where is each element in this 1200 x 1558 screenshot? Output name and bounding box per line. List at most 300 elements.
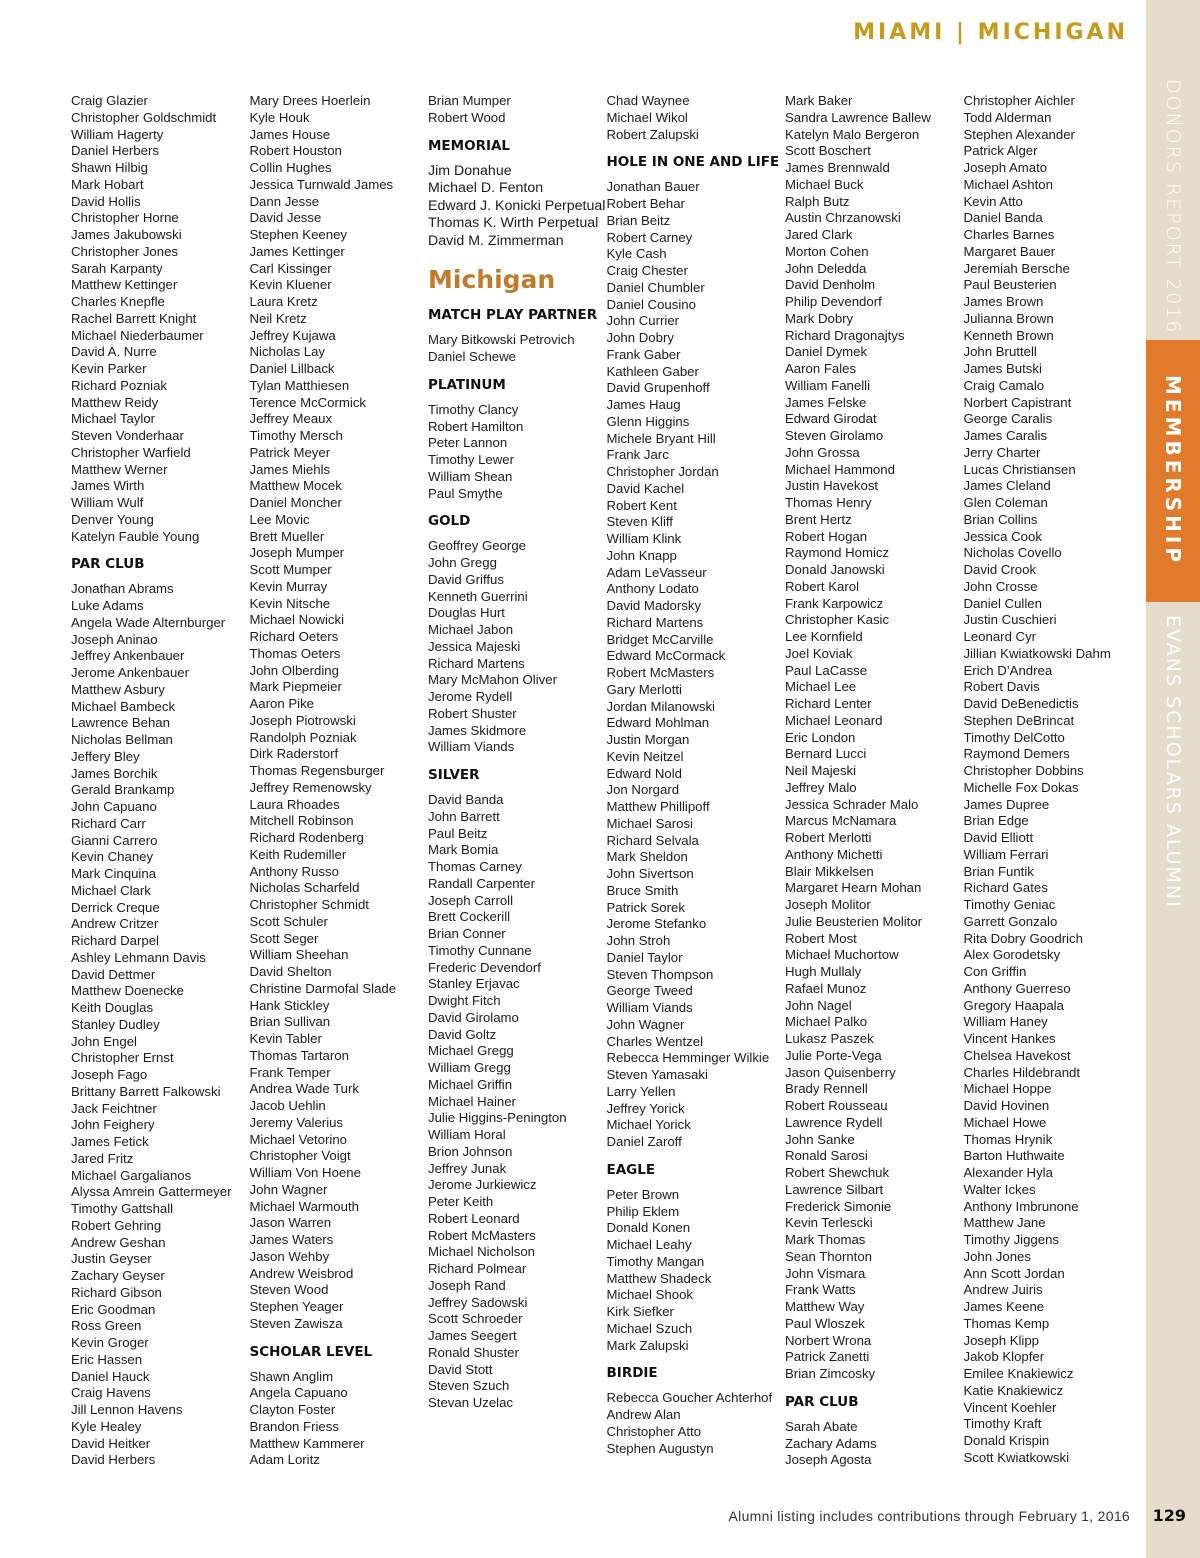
column-4 [607,93,786,1469]
donor-name: Craig Havens [71,1385,151,1401]
donor-name: Eric Hassen [71,1351,143,1367]
donor-name: Christopher Goldschmidt [71,109,217,125]
name-list [607,179,786,1151]
donor-name: Shawn Anglim [249,1368,334,1384]
donor-name: Jill Lennon Havens [71,1402,183,1417]
donor-name: Steven Girolamo [785,428,884,443]
donor-name: Jonathan Bauer [606,179,700,195]
donor-name: Mary Drees Hoerlein [249,93,371,108]
donor-name: James Keene [963,1299,1045,1314]
donor-name: Norbert Wrona [785,1332,872,1348]
donor-name: Lee Kornfield [785,629,863,644]
donor-name: Justin Havekost [785,478,879,494]
donor-name: Jonathan Abrams [71,581,174,597]
donor-name: Jeffrey Malo [785,779,857,795]
donor-name: Leonard Cyr [963,629,1037,644]
name-list [428,332,607,366]
donor-name: John Wagner [249,1181,328,1197]
donor-name: Walter Ickes [963,1181,1036,1197]
donor-name: Brian Collins [963,511,1038,527]
donor-name: Jacob Uehlin [249,1098,326,1113]
donor-name: Joseph Rand [428,1277,506,1293]
donor-name: Michael Nowicki [249,612,345,628]
donor-name: John Grossa [785,444,860,460]
donor-name: James Brown [963,294,1044,309]
donor-name: John Jones [963,1248,1031,1264]
donor-name: James Brennwald [785,160,890,175]
donor-name: Daniel Schewe [428,349,516,365]
donor-name: Jessica Majeski [428,638,521,654]
donor-name: Frank Jarc [606,447,669,463]
donor-name: Mark Cinquina [71,866,157,881]
sidebar-donors-report [1146,79,1200,335]
donor-name: James Caralis [963,428,1048,443]
donor-name: Luke Adams [71,598,144,613]
donor-name: Scott Boschert [785,143,871,159]
donor-name: Kyle Healey [71,1418,142,1434]
donor-name: Robert McMasters [606,665,715,680]
donor-name: David Girolamo [428,1009,519,1025]
donor-name: William Klink [606,531,682,546]
donor-name: Julie Porte-Vega [785,1047,882,1063]
donor-name: William Gregg [428,1060,511,1076]
donor-name: John Dobry [606,330,674,345]
donor-name: Matthew Kettinger [71,277,178,293]
donor-name: John Engel [71,1033,137,1049]
donor-name: Joel Koviak [785,645,853,661]
donor-name: David Goltz [428,1026,497,1042]
donor-name: David A. Nurre [71,344,157,360]
donor-name: Thomas Oeters [249,645,341,661]
donor-name: Glen Coleman [963,495,1048,510]
donor-name: Donald Janowski [785,562,885,577]
donor-name: Daniel Cousino [606,296,696,312]
donor-name: Robert Merlotti [785,830,872,845]
name-list [428,93,607,127]
donor-name: John Bruttell [963,344,1037,360]
donor-name: Shawn Hilbig [71,160,148,175]
donor-name: Angela Wade Alternburger [71,614,226,630]
donor-name: Thomas Kemp [963,1315,1050,1331]
donor-name: Jeremy Valerius [249,1114,344,1130]
donor-name: Jessica Cook [963,528,1042,544]
donor-name: George Tweed [606,983,693,999]
donor-name: John Vismara [785,1265,866,1281]
donor-name: Rachel Barrett Knight [71,310,197,326]
donor-name: Richard Rodenberg [249,830,364,845]
donor-name: Steven Wood [249,1282,329,1298]
donor-name: Michael Yorick [606,1117,691,1133]
donor-name: David Banda [428,792,504,808]
donor-name: Neil Majeski [785,763,857,778]
donor-name: Michael Bambeck [71,698,176,714]
donor-name: Vincent Koehler [963,1399,1057,1415]
donor-name: Jeffrey Remenowsky [249,779,372,795]
donor-name: James Wirth [71,478,145,494]
donor-name: Patrick Zanetti [785,1349,870,1365]
donor-name: Andrew Critzer [71,916,159,932]
donor-name: Brian Sullivan [249,1014,331,1030]
donor-name: Brett Mueller [249,528,325,544]
name-list [607,93,786,143]
donor-name: Morton Cohen [785,243,869,259]
donor-name: William Haney [963,1014,1048,1030]
donor-name: William Ferrari [963,846,1049,862]
name-list [250,1369,429,1470]
donor-name: Daniel Chumbler [606,279,705,295]
donor-name: Michael Jabon [428,622,514,638]
donor-name: Marcus McNamara [785,813,897,829]
donor-name: Scott Schuler [249,913,328,929]
donor-name: Thomas K. Wirth Perpetual [428,215,599,232]
donor-name: Norbert Capistrant [963,394,1072,410]
donor-name: Jason Quisenberry [785,1064,896,1080]
donor-name: Joseph Amato [963,160,1048,175]
donor-name: William Horal [428,1127,506,1143]
donor-name: Geoffrey George [428,538,526,554]
donor-name: Mark Zalupski [606,1337,689,1353]
donor-name: Michael Nicholson [428,1244,536,1260]
donor-name: Robert Carney [606,229,693,245]
donor-name: Paul Smythe [428,485,503,501]
donor-name: Robert Wood [428,109,506,125]
donor-name: David Denholm [785,277,876,293]
column-6 [964,93,1143,1469]
donor-name: Robert Kent [606,497,677,513]
donor-name: Christopher Atto [606,1423,702,1439]
section-heading-gold: GOLD [428,513,471,530]
donor-name: Kevin Terlescki [785,1215,873,1231]
donor-name: James Miehls [249,461,331,477]
donor-name: John Olberding [249,662,339,678]
donor-name: Edward McCormack [606,648,726,664]
donor-name: Jeffrey Sadowski [428,1294,528,1310]
donor-name: Matthew Shadeck [606,1270,712,1286]
donor-name: David Crook [963,562,1037,577]
donor-name: David Grupenhoff [606,380,710,396]
donor-name: James Haug [606,397,681,412]
donor-name: David Griffus [428,571,504,587]
donor-name: James Seegert [428,1328,517,1344]
donor-name: Nicholas Covello [963,545,1062,561]
donor-name: Jordan Milanowski [606,698,715,714]
donor-name: Richard Polmear [428,1261,527,1277]
donor-name: Eric Goodman [71,1301,156,1317]
donor-name: David Herbers [71,1452,156,1468]
donor-name: Richard Selvala [606,832,699,848]
donor-name: Michael Vetorino [249,1131,347,1147]
donor-name: Richard Martens [606,614,704,630]
donor-name: James Butski [963,361,1042,376]
donor-name: Robert Gehring [71,1217,162,1233]
donor-name: Paul Beusterien [963,277,1057,293]
donor-name: Timothy Jiggens [963,1232,1060,1247]
donor-name: Keith Douglas [71,1000,154,1015]
memorial-name-list [428,163,607,251]
section-heading-par-club: PAR CLUB [785,1393,859,1410]
donor-name: Brian Beitz [606,212,671,228]
donor-name: David Jesse [249,210,322,226]
donor-name: Michael Gregg [428,1043,514,1059]
donor-name: Matthew Mocek [249,478,342,494]
donor-name: Justin Cuschieri [963,612,1057,628]
donor-name: Michael Warmouth [249,1198,359,1214]
donor-name: Randall Carpenter [428,875,536,891]
donor-name: Christopher Schmidt [249,897,369,912]
donor-name: Jim Donahue [428,162,512,179]
section-heading-par-club: PAR CLUB [71,556,145,573]
donor-name: Stephen DeBrincat [963,712,1075,728]
donor-name: Robert Leonard [428,1210,520,1226]
donor-name: Keith Rudemiller [249,846,347,862]
donor-name: Edward Girodat [785,411,877,427]
donor-name: Steven Yamasaki [606,1067,708,1082]
donor-name: Timothy Lewer [428,452,514,468]
donor-name: Michael Sarosi [606,815,693,831]
donor-name: Steven Szuch [428,1378,510,1394]
donor-name: Scott Kwiatkowski [963,1449,1070,1465]
donor-name: Todd Alderman [963,109,1052,125]
donor-name: Collin Hughes [249,160,332,175]
donor-name: Justin Morgan [606,732,690,747]
name-list [785,93,964,1383]
donor-name: John Currier [606,313,680,329]
donor-name: Paul Wloszek [785,1315,865,1331]
donor-name: Blair Mikkelsen [785,863,874,879]
donor-name: Robert Behar [606,196,685,211]
donor-name: Jason Wehby [249,1248,330,1264]
donor-name: Anthony Imbrunone [963,1198,1079,1214]
donor-name: Austin Chrzanowski [785,210,901,226]
donor-name: Timothy Cunnane [428,942,532,958]
donor-name: Kevin Neitzel [606,748,684,764]
donor-name: Mark Thomas [785,1232,866,1247]
name-list [964,93,1143,1467]
donor-name: Gary Merlotti [606,681,682,697]
donor-name: Laura Kretz [249,294,318,309]
donor-name: Robert Shewchuk [785,1165,890,1180]
donor-name: Daniel Hauck [71,1368,150,1384]
donor-name: Julie Higgins-Penington [428,1110,567,1126]
donor-name: Michael Clark [71,882,151,898]
donor-name: Patrick Meyer [249,444,331,460]
donor-name: Daniel Moncher [249,495,342,510]
donor-name: Thomas Tartaron [249,1047,349,1063]
donor-name: Christopher Ernst [71,1050,174,1066]
donor-name: Richard Oeters [249,629,339,644]
donor-name: Alexander Hyla [963,1165,1053,1180]
donor-name: Michael Howe [963,1114,1047,1130]
donor-name: Robert Rousseau [785,1098,888,1113]
donor-name: Joseph Aninao [71,631,158,647]
donor-name: Jared Fritz [71,1150,134,1166]
donor-name: Edward Nold [606,765,682,781]
donor-name: Tylan Matthiesen [249,377,350,393]
donor-name: Laura Rhoades [249,796,340,812]
donor-name: Michelle Fox Dokas [963,779,1079,795]
donor-name: Stephen Keeney [249,227,348,242]
donor-name: Stephen Augustyn [606,1440,714,1456]
donor-name: Richard Gibson [71,1284,162,1300]
column-3 [428,93,607,1469]
donor-name: Kevin Chaney [71,849,154,865]
donor-name: Robert Hamilton [428,418,524,434]
donor-name: Frank Watts [785,1282,856,1298]
donor-name: Andrew Alan [606,1407,681,1422]
sidebar-evans-label: EVANS SCHOLARS ALUMNI [1162,615,1184,909]
donor-name: Margaret Hearn Mohan [785,880,922,896]
donor-name: Michael D. Fenton [428,180,544,197]
name-list [785,1419,964,1469]
section-heading-silver: SILVER [428,767,480,784]
donor-name: Richard Martens [428,655,525,671]
donor-name: Robert Hogan [785,528,868,544]
sidebar-donors-report-label: DONORS REPORT 2016 [1162,79,1184,335]
donor-name: Adam LeVasseur [606,564,707,580]
donor-name: Steven Zawisza [249,1315,343,1331]
donor-name: David Heitker [71,1435,151,1451]
donor-name: Dann Jesse [249,193,320,209]
donor-name: Christopher Warfield [71,444,191,460]
donor-name: Matthew Way [785,1299,865,1314]
donor-name: John Crosse [963,578,1038,594]
donor-name: Thomas Henry [785,495,872,510]
donor-name: Frank Temper [249,1064,331,1080]
footer-note: Alumni listing includes contributions through February 1, 2016 [728,1508,1130,1524]
donor-name: William Von Hoene [249,1165,361,1180]
donor-name: Rebecca Goucher Achterhof [606,1390,773,1406]
donor-name: Michael Lee [785,679,857,695]
section-heading-michigan: Michigan [428,265,556,295]
donor-name: Kevin Groger [71,1335,149,1350]
name-list [71,581,250,1469]
donor-name: James Jakubowski [71,227,182,242]
donor-name: Dirk Raderstorf [249,746,339,762]
donor-name: Zachary Geyser [71,1268,165,1283]
donor-name: Kathleen Gaber [606,363,699,379]
donor-name: Erich D’Andrea [963,662,1053,678]
donor-name: Patrick Alger [963,143,1038,159]
donor-name: Stephen Alexander [963,126,1075,142]
donor-name: Frederic Devendorf [428,959,541,975]
donor-name: Steven Vonderhaar [71,428,184,443]
donor-name: Timothy DelCotto [963,729,1065,745]
donor-name: Hank Stickley [249,997,330,1013]
donor-name: Eric London [785,729,856,745]
name-list [250,93,429,1333]
donor-name: John Barrett [428,808,500,824]
donor-name: Matthew Kammerer [249,1435,365,1451]
donor-name: Brian Conner [428,926,506,942]
donor-name: Michael Buck [785,176,864,192]
donor-name: Matthew Werner [71,461,168,477]
donor-name: Brady Rennell [785,1081,868,1097]
donor-name: Robert Most [785,930,857,946]
donor-name: Julie Beusterien Molitor [785,913,923,929]
donor-name: Ralph Butz [785,193,850,209]
donor-name: Charles Barnes [963,227,1055,242]
donor-name: Kenneth Guerrini [428,588,528,604]
donor-name: Christopher Dobbins [963,763,1084,778]
donor-name: Brandon Friess [249,1418,339,1434]
donor-name: Thomas Hrynik [963,1131,1053,1147]
donor-name: Jessica Schrader Malo [785,796,919,812]
donor-name: John Sivertson [606,866,694,881]
donor-name: James Skidmore [428,722,527,738]
donor-name: Carl Kissinger [249,260,332,276]
donor-name: Michael Leahy [606,1237,692,1252]
donor-name: Aaron Pike [249,696,315,711]
donor-name: Jared Clark [785,227,853,242]
donor-name: Jerome Rydell [428,689,513,705]
donor-name: Robert McMasters [428,1227,536,1243]
donor-name: Emilee Knakiewicz [963,1366,1074,1381]
donor-name: James Dupree [963,796,1050,812]
donor-name: Andrew Geshan [71,1234,166,1250]
donor-name: William Fanelli [785,377,870,393]
sidebar-tab-strip [1146,0,1200,1558]
donor-name: Richard Darpel [71,933,159,948]
donor-name: Scott Seger [249,930,319,946]
donor-name: Stanley Dudley [71,1016,160,1032]
donor-name: James Felske [785,394,867,410]
name-list [428,402,607,503]
donor-name: Douglas Hurt [428,605,505,621]
donor-name: Kevin Murray [249,578,328,594]
donor-name: Charles Knepfle [71,294,165,309]
donor-name: David Hollis [71,193,141,209]
donor-name: Frederick Simonie [785,1198,892,1214]
donor-name: Mark Dobry [785,310,854,326]
donor-name: Raymond Homicz [785,545,890,561]
donor-name: Michael Griffin [428,1076,513,1092]
donor-name: Charles Hildebrandt [963,1064,1081,1080]
donor-name: Rebecca Hemminger Wilkie [606,1050,770,1066]
donor-name: David DeBenedictis [963,696,1079,711]
donor-name: Dwight Fitch [428,993,501,1009]
page-number: 129 [1152,1506,1186,1525]
donor-name: William Wulf [71,495,144,510]
donor-name: James Borchik [71,765,158,781]
donor-name: Mary McMahon Oliver [428,672,557,688]
donor-name: James House [249,126,331,142]
donor-name: Nicholas Bellman [71,732,173,747]
donor-name: Lee Movic [249,511,310,527]
donor-name: John Sanke [785,1131,855,1147]
donor-name: Matthew Phillipoff [606,799,710,814]
name-list [71,93,250,545]
donor-name: Chad Waynee [606,93,690,108]
donor-name: Donald Krispin [963,1433,1050,1448]
donor-name: Richard Dragonajtys [785,327,905,343]
donor-name: Clayton Foster [249,1402,336,1417]
donor-name: Brian Mumper [428,93,511,108]
column-1 [71,93,250,1469]
donor-name: Mary Bitkowski Petrovich [428,332,575,348]
donor-name: Lucas Christiansen [963,461,1076,477]
donor-name: James Cleland [963,478,1051,494]
donor-name: Anthony Russo [249,863,339,879]
name-list [428,538,607,756]
donor-name: Robert Zalupski [606,126,699,142]
donor-name: Mitchell Robinson [249,813,354,829]
donor-name: Brian Funtik [963,863,1034,879]
section-heading-eagle: EAGLE [606,1161,656,1178]
donor-name: Charles Wentzel [606,1033,704,1049]
donor-name: Michael Leonard [785,712,883,728]
donor-name: Jeffrey Yorick [606,1100,685,1116]
donor-name: David M. Zimmerman [428,232,564,249]
